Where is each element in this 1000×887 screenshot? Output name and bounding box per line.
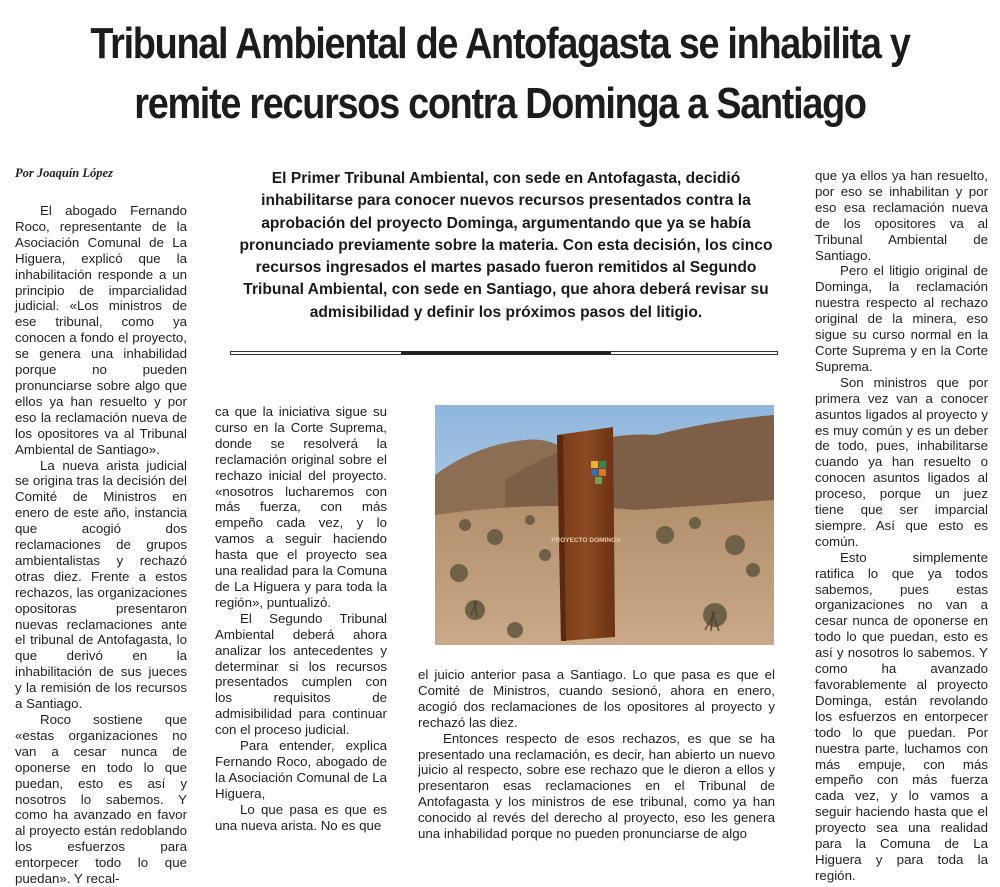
headline-line-2: remite recursos contra Dominga a Santiago [134, 79, 866, 128]
headline-line-1: Tribunal Ambiental de Antofagasta se inhabilita y [90, 19, 910, 68]
photo-sign-text: PROYECTO DOMINGA [551, 537, 621, 544]
lead-divider [230, 351, 778, 355]
column-4-paragraph: Esto simplemente ratifica lo que ya todos sabemos, pues estas organizaciones no van a cesar nunca de oponerse en todo lo que puedan, esto es así y nosotros lo sabemos. Y como ha avanzado favorablemente al proyecto Dominga, están revolando los esfuerzos en entorpecer todo lo que puedan. Por nuestra parte, luchamos con más empuje, con más empeño con más fuerza cada vez, y lo vamos a seguir haciendo hasta que el proyecto sea una realidad para la Comuna de La Higuera y para toda la región. [815, 549, 988, 883]
column-3-paragraph: Entonces respecto de esos rechazos, es que se ha presentado una reclamación, es decir, han abierto un nuevo juicio al respecto, sobre ese rechazo que le dieron a ellos y presentaron esas reclamaciones en el Tribunal de Antofagasta y los ministros de ese tribunal, como ya han conocido al revés del derecho al proyecto, eso les genera una inhabilidad porque no pueden pronunciarse de algo [418, 730, 775, 842]
headline [70, 14, 930, 134]
column-4-paragraph: que ya ellos ya han resuelto, por eso se inhabilitan y por eso esa reclamación nueva de los opositores va al Tribunal Ambiental de Santiago. [815, 168, 988, 263]
desert-sign-image [435, 405, 774, 645]
column-3 [418, 667, 775, 842]
column-4-paragraph: Pero el litigio original de Dominga, la reclamación nuestra respecto al rechazo original de la minera, eso sigue su curso normal en la Corte Suprema y en la Corte Suprema. [815, 263, 988, 374]
column-1-paragraph: Roco sostiene que «estas organizaciones no van a cesar nunca de oponerse en todo lo que puedan, esto es así y nosotros lo sabemos. Y como ha avanzado en favor al proyecto están redoblando los esfuerzos para entorpecer todo lo que puedan». Y recal- [15, 712, 187, 887]
column-2-paragraph: Lo que pasa es que es una nueva arista. No es que [215, 801, 387, 833]
byline: Por Joaquín López [15, 166, 113, 180]
column-2 [215, 404, 387, 833]
column-1-paragraph: La nueva arista judicial se origina tras la decisión del Comité de Ministros en enero de este año, instancia que acogió dos reclamaciones de grupos ambientalistas y rechazó otras diez. Frente a estos rechazos, las organizaciones opositoras presentaron nuevas reclamaciones ante el tribunal de Antofagasta, lo que derivó en la inhabilitación de sus jueces y la remisión de los recursos a Santiago. [15, 457, 187, 712]
column-2-paragraph: ca que la iniciativa sigue su curso en la Corte Suprema, donde se resolverá la reclamación original sobre el rechazo inicial del proyecto. «nosotros lucharemos con más fuerza, con más empeño cada vez, y lo vamos a seguir haciendo hasta que el proyecto sea una realidad para la Comuna de La Higuera y para toda la región», puntualizó. [215, 404, 387, 610]
column-1-paragraph: El abogado Fernando Roco, representante de la Asociación Comunal de La Higuera, explicó que la inhabilitación responde a un principio de imparcialidad judicial. «Los ministros de ese tribunal, como ya conocen a fondo el proyecto, se genera una inhabilidad porque no pueden pronunciarse sobre algo que ellos ya han resuelto y por eso la reclamación nueva de los opositores va al Tribunal Ambiental de Santiago». [15, 203, 187, 457]
article-photo [435, 405, 774, 645]
column-2-paragraph: Para entender, explica Fernando Roco, abogado de la Asociación Comunal de La Higuera, [215, 738, 387, 801]
column-2-paragraph: El Segundo Tribunal Ambiental deberá ahora analizar los antecedentes y determinar si los recursos presentados cumplen con los requisitos de admisibilidad para continuar con el proceso judicial. [215, 610, 387, 738]
column-4 [815, 168, 988, 884]
column-1 [15, 203, 187, 887]
column-3-paragraph: el juicio anterior pasa a Santiago. Lo que pasa es que el Comité de Ministros, cuando sesionó, ahora en enero, acogió dos reclamaciones de los opositores al proyecto y rechazó las diez. [418, 667, 775, 730]
lead-paragraph: El Primer Tribunal Ambiental, con sede en Antofagasta, decidió inhabilitarse para conocer nuevos recursos presentados contra la aprobación del proyecto Dominga, argumentando que ya se había pronunciado previamente sobre la materia. Con esta decisión, los cinco recursos ingresados el martes pasado fueron remitidos al Segundo Tribunal Ambiental, con sede en Santiago, que ahora deberá revisar su admisibilidad y definir los próximos pasos del litigio. [239, 170, 773, 321]
column-4-paragraph: Son ministros que por primera vez van a conocer asuntos ligados al proyecto y es muy común y es un deber de todo, pues, inhabilitarse cuando ya han resuelto o conocen asuntos ligados al proceso, porque un juez tiene que ser imparcial siempre. Así que esto es común. [815, 374, 988, 549]
